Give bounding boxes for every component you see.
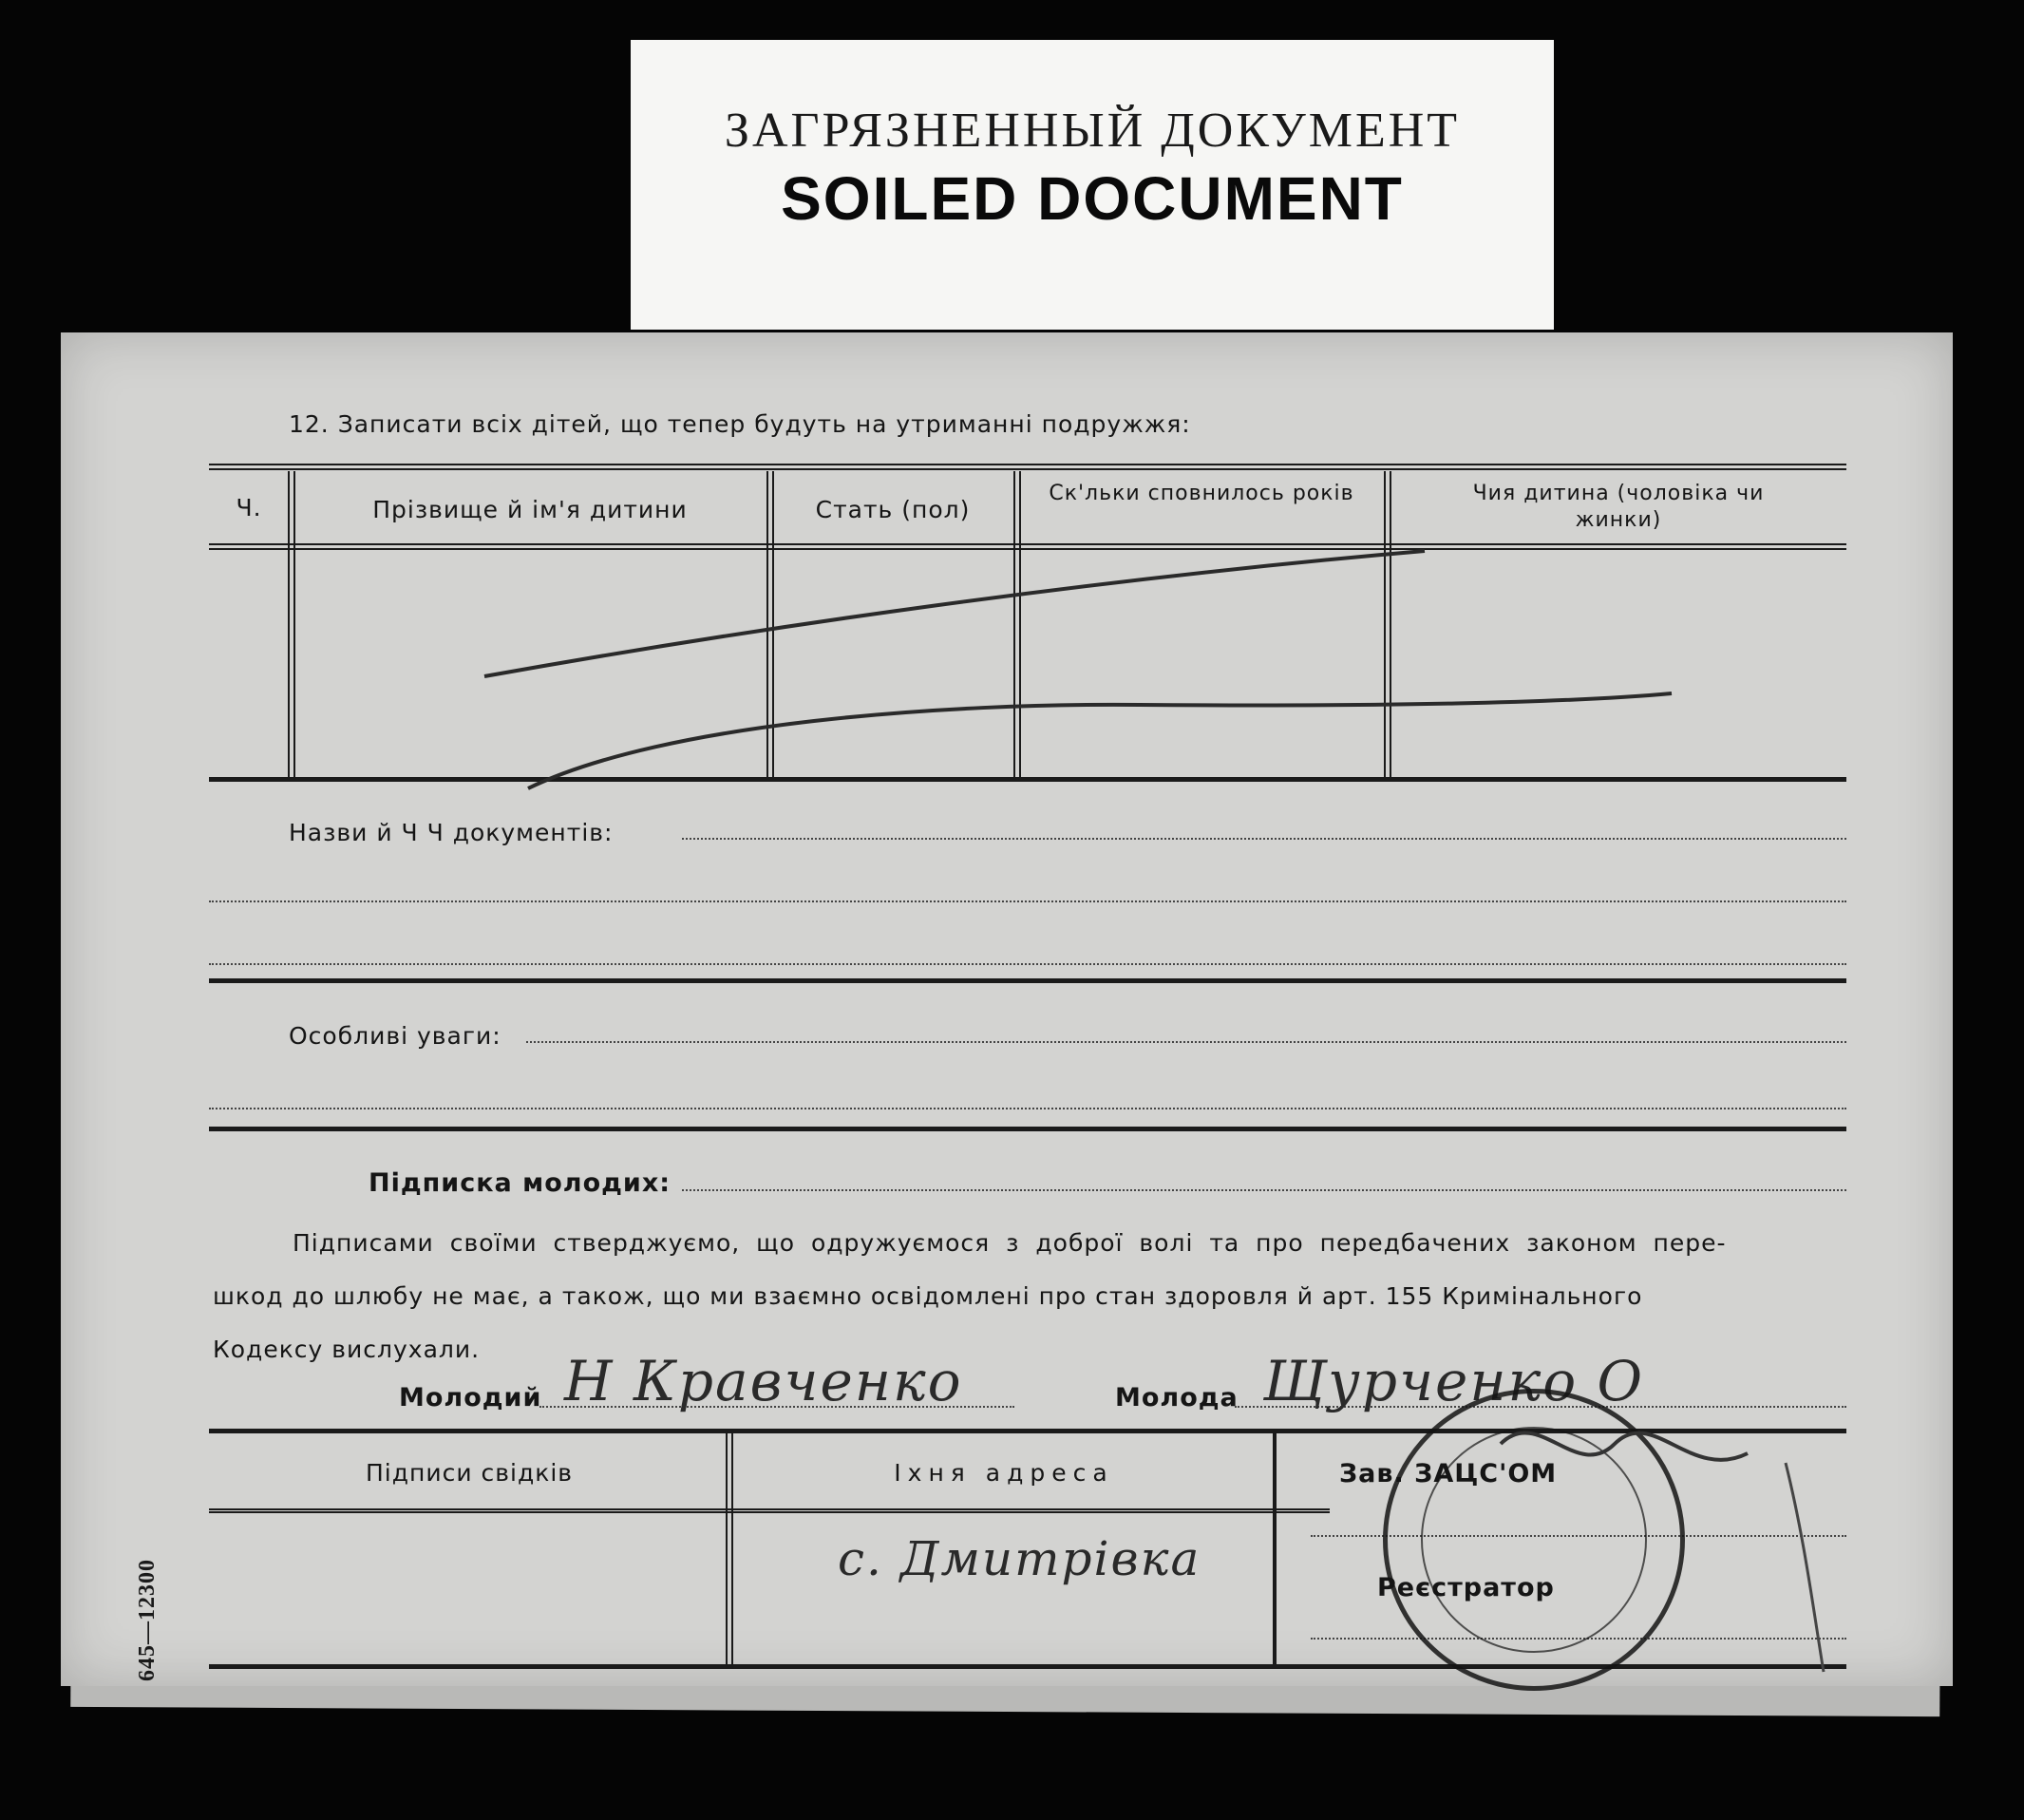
statement-line-1: Підписами своїми стверджуємо, що одружуємося з доброї волі та про передбачених законом пере- xyxy=(293,1229,1727,1257)
statement-line-2: шкод до шлюбу не має, а також, що ми взаємно освідомлені про стан здоровля й арт. 155 Кримінального xyxy=(213,1282,1643,1310)
col-header-whose-child: Чия дитина (чоловіка чи жинки) xyxy=(1472,482,1765,532)
col-header-sex: Стать (пол) xyxy=(815,496,971,523)
documents-label: Назви й Ч Ч документів: xyxy=(289,819,614,846)
address-value: с. Дмитрівка xyxy=(838,1531,1201,1586)
head-signature-scrawl xyxy=(1501,1432,1748,1459)
label-russian: ЗАГРЯЗНЕННЫЙ ДОКУМЕНТ xyxy=(724,104,1461,158)
form-code: 645—12300 xyxy=(135,1559,160,1681)
witnesses-header: Підписи свідків xyxy=(365,1459,574,1487)
head-of-registry-label: Зав. ЗАЦС'ОМ xyxy=(1339,1459,1558,1488)
subscription-title: Підписка молодих: xyxy=(369,1168,672,1198)
col-header-age: Ск'льки сповнилось років xyxy=(1049,482,1354,505)
statement-line-3: Кодексу вислухали. xyxy=(213,1336,481,1363)
margin-scrawl xyxy=(1786,1463,1824,1672)
bride-label: Молода xyxy=(1115,1383,1239,1412)
address-header: Іхня адреса xyxy=(894,1459,1114,1487)
strike-line-2 xyxy=(528,693,1672,788)
strike-line-1 xyxy=(484,551,1425,676)
label-english: SOILED DOCUMENT xyxy=(781,164,1404,233)
groom-label: Молодий xyxy=(399,1383,542,1412)
registrar-label: Реєстратор xyxy=(1377,1573,1555,1602)
bride-signature: Щурченко О xyxy=(1263,1349,1645,1413)
col-header-number: Ч. xyxy=(236,494,262,521)
remarks-label: Особливі уваги: xyxy=(289,1022,501,1050)
groom-signature: Н Кравченко xyxy=(564,1349,963,1413)
col-header-child-name: Прізвище й ім'я дитини xyxy=(372,496,688,523)
section-title: 12. Записати всіх дітей, що тепер будуть на утриманні подружжя: xyxy=(289,410,1191,438)
